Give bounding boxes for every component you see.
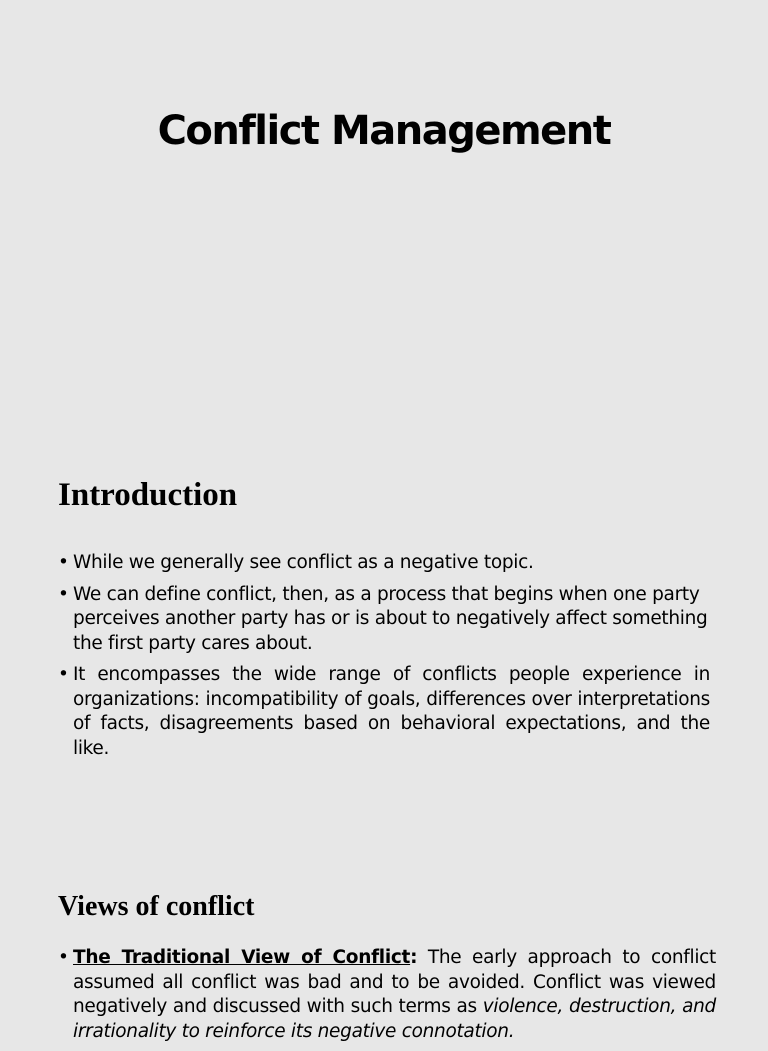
bullet-text: While we generally see conflict as a negative topic. [73, 552, 534, 573]
bullet-item [58, 583, 710, 657]
page-title: Conflict Management [157, 108, 611, 154]
traditional-view-text: The early approach to conflict assumed all conflict was bad and to be avoided. Conflict was viewed negatively and discussed with such terms as [73, 947, 716, 1017]
views-bullet-list [58, 946, 716, 1051]
introduction-heading: Introduction [58, 477, 238, 513]
label-colon: : [410, 947, 418, 968]
bullet-icon: • [58, 947, 69, 968]
bullet-icon: • [58, 664, 69, 685]
bullet-item [58, 946, 716, 1044]
traditional-view-label: The Traditional View of Conflict [73, 947, 411, 968]
views-of-conflict-heading: Views of conflict [58, 891, 255, 922]
introduction-bullet-list [58, 551, 710, 768]
traditional-view-italic-text: violence, destruction, and irrationality to reinforce its negative connotation. [73, 996, 716, 1042]
bullet-text: We can define conflict, then, as a process that begins when one party perceives another party has or is about to negatively affect something the first party cares about. [73, 583, 708, 654]
bullet-item [58, 663, 710, 761]
bullet-icon: • [58, 583, 69, 605]
bullet-icon: • [58, 552, 69, 573]
bullet-text: It encompasses the wide range of conflicts people experience in organizations: incompatibility of goals, differences over interpretations of facts, disagreements based on behavioral expectations, and the like. [73, 664, 710, 759]
bullet-item [58, 551, 710, 576]
